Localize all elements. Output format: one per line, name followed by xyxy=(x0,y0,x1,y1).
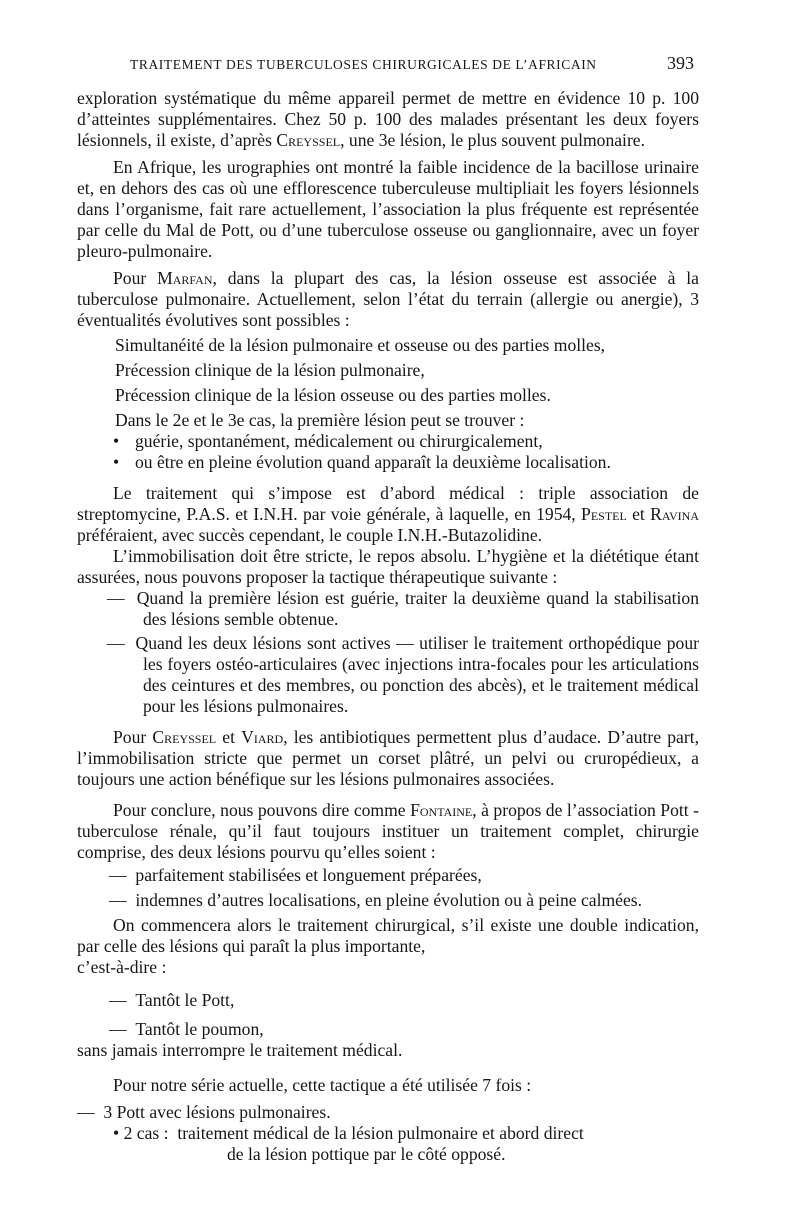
author-name: Fontaine xyxy=(410,800,473,820)
paragraph-6: Pour Creyssel et Viard, les antibiotiques permettent plus d’audace. D’autre part, l’immobilisation stricte que permet un corset plâtré, un pelvi ou cruropédieux, a toujours une action bénéfique sur les lésions pulmonaires associées. xyxy=(77,727,699,789)
order-item: — Tantôt le poumon, xyxy=(109,1019,264,1039)
paragraph-5: L’immobilisation doit être stricte, le repos absolu. L’hygiène et la diététique étant assurées, nous pouvons proposer la tactique thérapeutique suivante : xyxy=(77,546,699,587)
possibility-item: Simultanéité de la lésion pulmonaire et osseuse ou des parties molles, xyxy=(115,335,606,355)
possibility-item: Précession clinique de la lésion pulmonaire, xyxy=(115,360,425,380)
tactic-item: — Quand les deux lésions sont actives — utiliser le traitement orthopédique pour les foyers ostéo-articulaires (avec injections intra-focales pour les articulations des ceintures et des membres, ou ponction des abcès), et le traitement médical pour les lésions pulmonaires. xyxy=(107,633,700,716)
sans-jamais: sans jamais interrompre le traitement médical. xyxy=(77,1040,403,1060)
series-item: — 3 Pott avec lésions pulmonaires. xyxy=(77,1102,331,1122)
paragraph-9: Pour notre série actuelle, cette tactique a été utilisée 7 fois : xyxy=(113,1075,532,1095)
author-name: Pestel xyxy=(581,504,627,524)
paragraph-2: En Afrique, les urographies ont montré la faible incidence de la bacillose urinaire et, en dehors des cas où une efflorescence tuberculeuse multipliait les foyers lésionnels dans l’organisme, fait rare actuellement, l’association la plus fréquente est représentée par celle du Mal de Pott, ou d’une tuberculose osseuse ou ganglionnaire, avec un foyer pleuro-pulmonaire. xyxy=(77,157,699,261)
paragraph-7: Pour conclure, nous pouvons dire comme Fontaine, à propos de l’association Pott - tuberculose rénale, qu’il faut toujours instituer un traitement complet, chirurgie comprise, des deux lésions pourvu qu’elles soient : xyxy=(77,800,699,862)
paragraph-4: Le traitement qui s’impose est d’abord médical : triple association de streptomycine, P.A.S. et I.N.H. par voie générale, à laquelle, en 1954, Pestel et Ravina préféraient, avec succès cependant, le couple I.N.H.-Butazolidine. xyxy=(77,483,699,545)
bullet-item: • ou être en pleine évolution quand apparaît la deuxième localisation. xyxy=(113,452,611,472)
cases-intro: Dans le 2e et le 3e cas, la première lésion peut se trouver : xyxy=(115,410,525,430)
series-sub-cont: de la lésion pottique par le côté opposé. xyxy=(227,1144,506,1164)
page-number: 393 xyxy=(667,53,694,73)
paragraph-8: On commencera alors le traitement chirurgical, s’il existe une double indication, par celle des lésions qui paraît la plus importante, xyxy=(77,915,699,956)
author-name: Marfan xyxy=(157,268,213,288)
author-name: Ravina xyxy=(650,504,699,524)
bullet-item: • guérie, spontanément, médicalement ou chirurgicalement, xyxy=(113,431,543,451)
series-sub-item: • 2 cas : traitement médical de la lésion pulmonaire et abord direct xyxy=(113,1123,584,1143)
author-name: Creyssel xyxy=(152,727,217,747)
page-body xyxy=(77,88,699,1165)
paragraph-3: Pour Marfan, dans la plupart des cas, la lésion osseuse est associée à la tuberculose pulmonaire. Actuellement, selon l’état du terrain (allergie ou anergie), 3 éventualités évolutives sont possibles : xyxy=(77,268,699,330)
bullet-icon: • xyxy=(113,431,120,451)
bullet-icon: • xyxy=(113,1123,124,1143)
paragraph-1: exploration systématique du même appareil permet de mettre en évidence 10 p. 100 d’atteintes supplémentaires. Chez 50 p. 100 des malades présentant les deux foyers lésionnels, il existe, d’après Creyssel, une 3e lésion, le plus souvent pulmonaire. xyxy=(77,88,699,150)
running-header: TRAITEMENT DES TUBERCULOSES CHIRURGICALES DE L’AFRICAIN xyxy=(130,57,597,72)
condition-item: — indemnes d’autres localisations, en pleine évolution ou à peine calmées. xyxy=(109,890,643,910)
author-name: Viard xyxy=(241,727,284,747)
condition-item: — parfaitement stabilisées et longuement préparées, xyxy=(109,865,482,885)
tactic-item: — Quand la première lésion est guérie, traiter la deuxième quand la stabilisation des lésions semble obtenue. xyxy=(107,588,699,629)
bullet-icon: • xyxy=(113,452,120,472)
cest-a-dire: c’est-à-dire : xyxy=(77,957,167,977)
order-item: — Tantôt le Pott, xyxy=(109,990,235,1010)
possibility-item: Précession clinique de la lésion osseuse ou des parties molles. xyxy=(115,385,551,405)
author-name: Creyssel xyxy=(276,130,341,150)
